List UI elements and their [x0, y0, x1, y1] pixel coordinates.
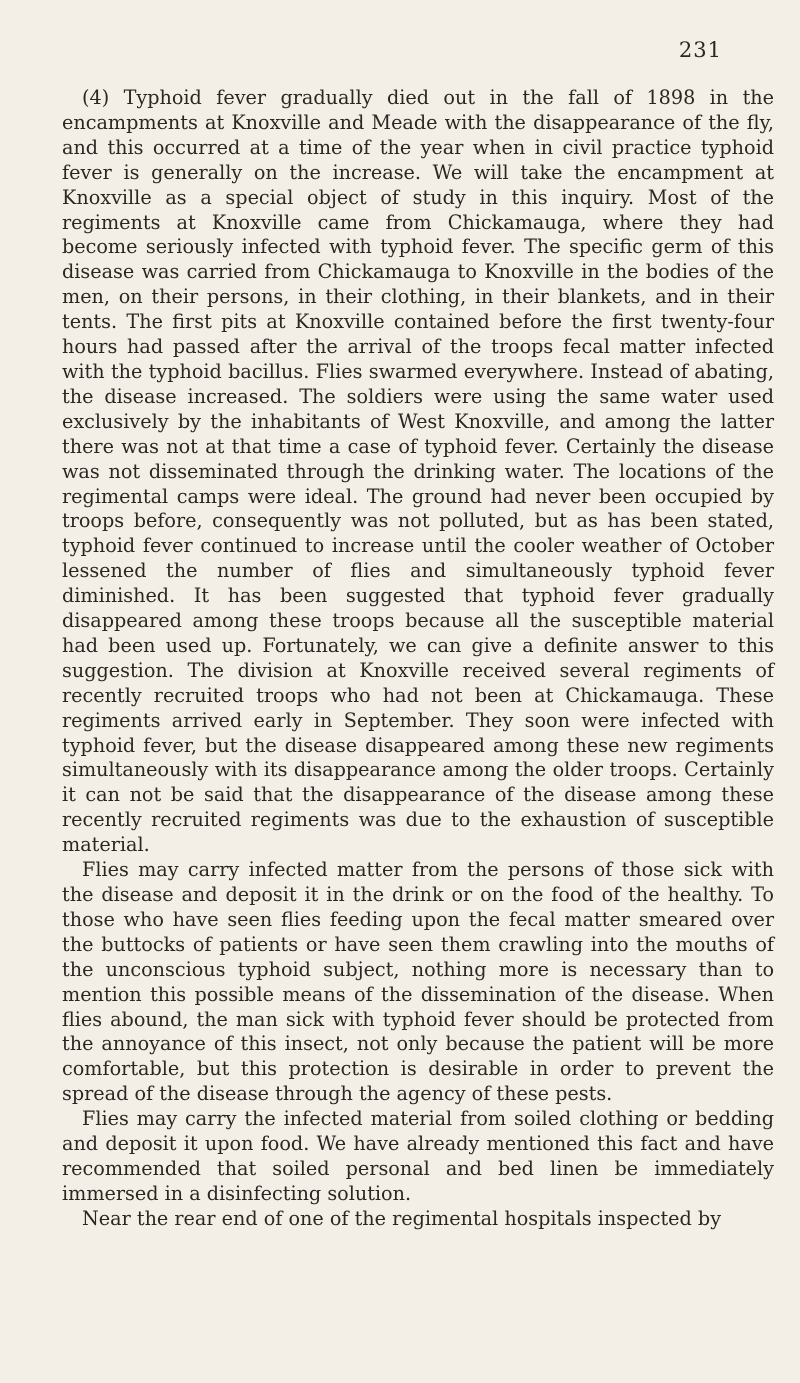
paragraph-typhoid-knoxville: (4) Typhoid fever gradually died out in the fall of 1898 in the encampments at Knoxville and Meade with the disappearance of the fly, and this occurred at a time of the year when in civil practice typhoid fever is generally on the increase. We will take the encampment at Knoxville as a special object of study in this inquiry. Most of the regiments at Knoxville came from Chickamauga, where they had become seriously infected with typhoid fever. The specific germ of this disease was carried from Chickamauga to Knoxville in the bodies of the men, on their persons, in their clothing, in their blankets, and in their tents. The first pits at Knoxville contained before the first twenty-four hours had passed after the arrival of the troops fecal matter infected with the typhoid bacillus. Flies swarmed everywhere. Instead of abating, the disease increased. The soldiers were using the same water used exclusively by the inhabitants of West Knoxville, and among the latter there was not at that time a case of typhoid fever. Certainly the disease was not disseminated through the drinking water. The locations of the regimental camps were ideal. The ground had never been occupied by troops before, consequently was not polluted, but as has been stated, typhoid fever continued to increase until the cooler weather of October lessened the number of flies and simultaneously typhoid fever diminished. It has been suggested that typhoid fever gradually disappeared among these troops because all the susceptible material had been used up. Fortunately, we can give a definite answer to this suggestion. The division at Knoxville received several regiments of recently recruited troops who had not been at Chickamauga. These regiments arrived early in September. They soon were infected with typhoid fever, but the disease disappeared among these new regiments simultaneously with its disappearance among the older troops. Certainly it can not be said that the disappearance of the disease among these recently recruited regiments was due to the exhaustion of susceptible material.	[62, 86, 774, 857]
paragraph-regimental-hospital: Near the rear end of one of the regimental hospitals inspected by	[82, 1206, 722, 1230]
paragraph-flies-carry-matter: Flies may carry infected matter from the persons of those sick with the disease and deposit it in the drink or on the food of the healthy. To those who have seen flies feeding upon the fecal matter smeared over the buttocks of patients or have seen them crawling into the mouths of the unconscious typhoid subject, nothing more is necessary than to mention this possible means of the dissemination of the disease. When flies abound, the man sick with typhoid fever should be protected from the annoyance of this insect, not only because the patient will be more comfortable, but this protection is desirable in order to prevent the spread of the disease through the agency of these pests.	[62, 858, 774, 1106]
paragraph-soiled-clothing: Flies may carry the infected material from soiled clothing or bedding and deposit it upon food. We have already mentioned this fact and have recommended that soiled personal and bed linen be immediately immersed in a disinfecting solution.	[62, 1107, 774, 1205]
body-text	[62, 86, 774, 1232]
page-number: 231	[678, 38, 722, 62]
